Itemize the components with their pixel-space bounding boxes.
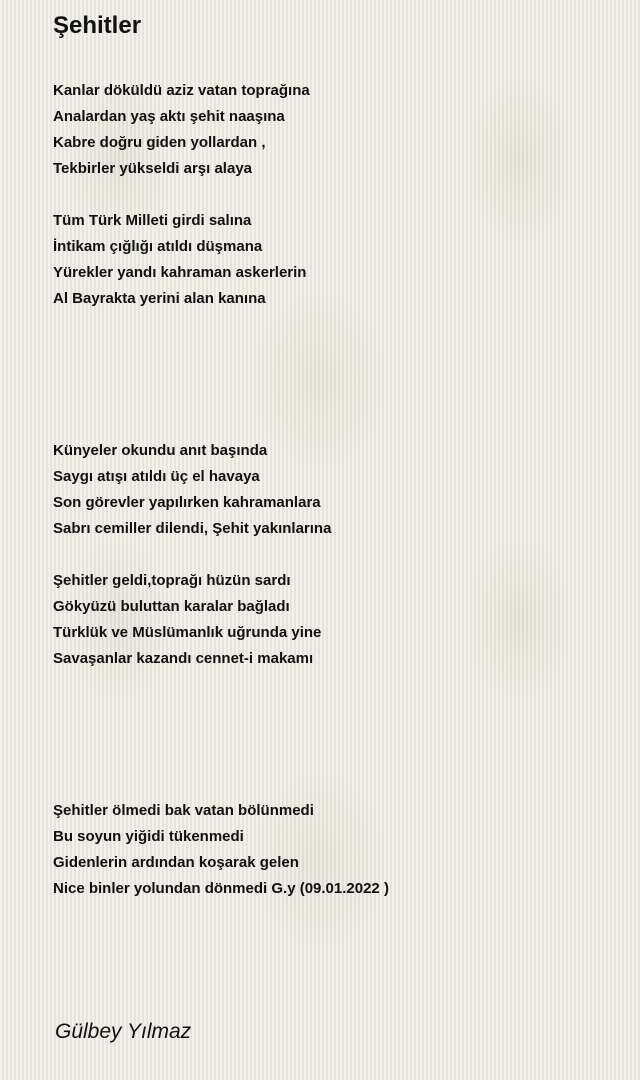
- poem-line: Tüm Türk Milleti girdi salına: [53, 212, 252, 229]
- poem-line: Gökyüzü buluttan karalar bağladı: [53, 598, 290, 615]
- poem-line: Al Bayrakta yerini alan kanına: [53, 290, 266, 307]
- poem-line: Analardan yaş aktı şehit naaşına: [53, 108, 285, 125]
- poem-line: Şehitler geldi,toprağı hüzün sardı: [53, 572, 291, 589]
- poem-line: Tekbirler yükseldi arşı alaya: [53, 160, 253, 177]
- poem-line: Türklük ve Müslümanlık uğrunda yine: [53, 624, 322, 641]
- poem-line: Künyeler okundu anıt başında: [53, 442, 268, 459]
- poem-line: Bu soyun yiğidi tükenmedi: [53, 828, 244, 845]
- poem-line: Sabrı cemiller dilendi, Şehit yakınlarına: [53, 520, 332, 537]
- poem-line: Savaşanlar kazandı cennet-i makamı: [53, 650, 314, 667]
- poem-line: Saygı atışı atıldı üç el havaya: [53, 468, 260, 485]
- poem-line: Son görevler yapılırken kahramanlara: [53, 494, 321, 511]
- poem-line: Kabre doğru giden yollardan ,: [53, 134, 266, 151]
- poem-line: Şehitler ölmedi bak vatan bölünmedi: [53, 802, 314, 819]
- poem-line: Kanlar döküldü aziz vatan toprağına: [53, 82, 310, 99]
- poem-author: Gülbey Yılmaz: [55, 1020, 192, 1043]
- poem-line: İntikam çığlığı atıldı düşmana: [53, 238, 263, 255]
- poem-line: Gidenlerin ardından koşarak gelen: [53, 854, 299, 871]
- poem-title: Şehitler: [53, 12, 142, 39]
- poem-line: Nice binler yolundan dönmedi G.y (09.01.2022 ): [53, 880, 389, 897]
- poem-line: Yürekler yandı kahraman askerlerin: [53, 264, 307, 281]
